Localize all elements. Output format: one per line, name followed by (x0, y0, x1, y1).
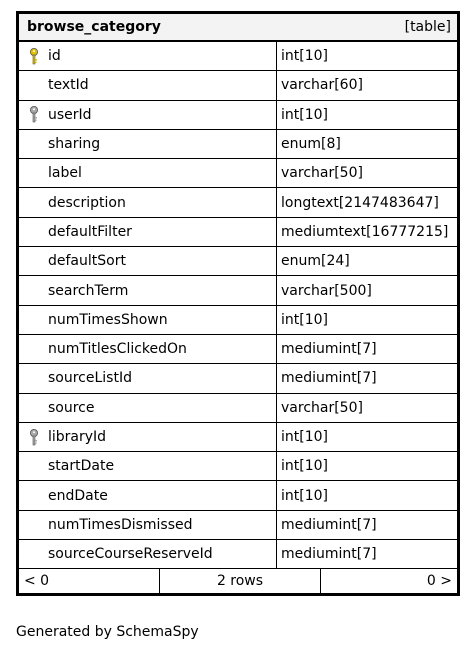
table-type-label: [table] (404, 19, 451, 35)
column-name-cell (19, 247, 277, 275)
column-type: int[10] (281, 106, 328, 123)
column-row (19, 101, 457, 130)
column-name: numTimesShown (48, 311, 168, 328)
column-name: sourceCourseReserveId (48, 546, 213, 563)
column-type: int[10] (281, 429, 328, 445)
column-name: searchTerm (48, 282, 129, 299)
column-row (19, 511, 457, 540)
table-footer (19, 569, 457, 593)
column-row (19, 423, 457, 452)
column-name-cell (19, 276, 277, 304)
column-name-cell (19, 481, 277, 509)
column-row (19, 364, 457, 393)
column-name: numTimesDismissed (48, 516, 193, 533)
column-type: enum[24] (281, 253, 350, 270)
column-type: mediumtext[16777215] (281, 223, 449, 240)
column-type: int[10] (281, 458, 328, 475)
column-type: enum[8] (281, 136, 341, 153)
table-box (16, 11, 460, 596)
column-row (19, 247, 457, 276)
parent-count: < 0 (19, 569, 160, 593)
column-row (19, 335, 457, 364)
column-name: id (48, 48, 61, 65)
column-name: defaultSort (48, 253, 126, 270)
column-name-cell (19, 335, 277, 363)
column-name: libraryId (48, 429, 107, 445)
column-name-cell (19, 71, 277, 99)
foreign-key-icon (28, 428, 40, 446)
column-type: varchar[60] (281, 77, 363, 94)
table-title-row (19, 14, 457, 42)
column-type: mediumint[7] (281, 516, 377, 533)
column-name-cell (19, 159, 277, 187)
primary-key-icon (28, 47, 40, 65)
column-row (19, 130, 457, 159)
column-type: varchar[500] (281, 282, 372, 299)
column-type: mediumint[7] (281, 341, 377, 358)
column-row (19, 218, 457, 247)
generated-by-text: Generated by SchemaSpy (16, 624, 199, 640)
column-row (19, 276, 457, 305)
column-name: sourceListId (48, 370, 132, 387)
column-name-cell (19, 511, 277, 539)
column-name-cell (19, 306, 277, 334)
column-type: int[10] (281, 48, 328, 65)
column-row (19, 42, 457, 71)
column-type: varchar[50] (281, 165, 363, 182)
column-name-cell (19, 42, 277, 70)
column-row (19, 71, 457, 100)
column-name-cell (19, 540, 277, 568)
column-name-cell (19, 423, 277, 451)
column-name: source (48, 399, 95, 416)
column-name-cell (19, 452, 277, 480)
column-name: description (48, 194, 126, 211)
column-row (19, 481, 457, 510)
column-name-cell (19, 364, 277, 392)
column-type: varchar[50] (281, 399, 363, 416)
column-type: int[10] (281, 311, 328, 328)
row-count: 2 rows (160, 569, 321, 593)
column-list (19, 42, 457, 569)
column-name-cell (19, 218, 277, 246)
column-name: label (48, 165, 82, 182)
column-row (19, 188, 457, 217)
column-name: sharing (48, 136, 101, 153)
column-type: mediumint[7] (281, 546, 377, 563)
foreign-key-icon (28, 106, 40, 124)
column-name: textId (48, 77, 89, 94)
column-name: numTitlesClickedOn (48, 341, 187, 358)
column-name: startDate (48, 458, 115, 475)
column-type: int[10] (281, 487, 328, 504)
column-name-cell (19, 130, 277, 158)
column-name: endDate (48, 487, 108, 504)
column-row (19, 452, 457, 481)
column-type: mediumint[7] (281, 370, 377, 387)
column-row (19, 540, 457, 569)
column-name: defaultFilter (48, 223, 132, 240)
column-row (19, 306, 457, 335)
child-count: 0 > (426, 573, 452, 590)
column-row (19, 159, 457, 188)
column-name-cell (19, 188, 277, 216)
column-type: longtext[2147483647] (281, 194, 439, 211)
column-name-cell (19, 101, 277, 129)
table-name: browse_category (27, 19, 161, 35)
column-row (19, 394, 457, 423)
column-name: userId (48, 106, 92, 123)
column-name-cell (19, 394, 277, 422)
